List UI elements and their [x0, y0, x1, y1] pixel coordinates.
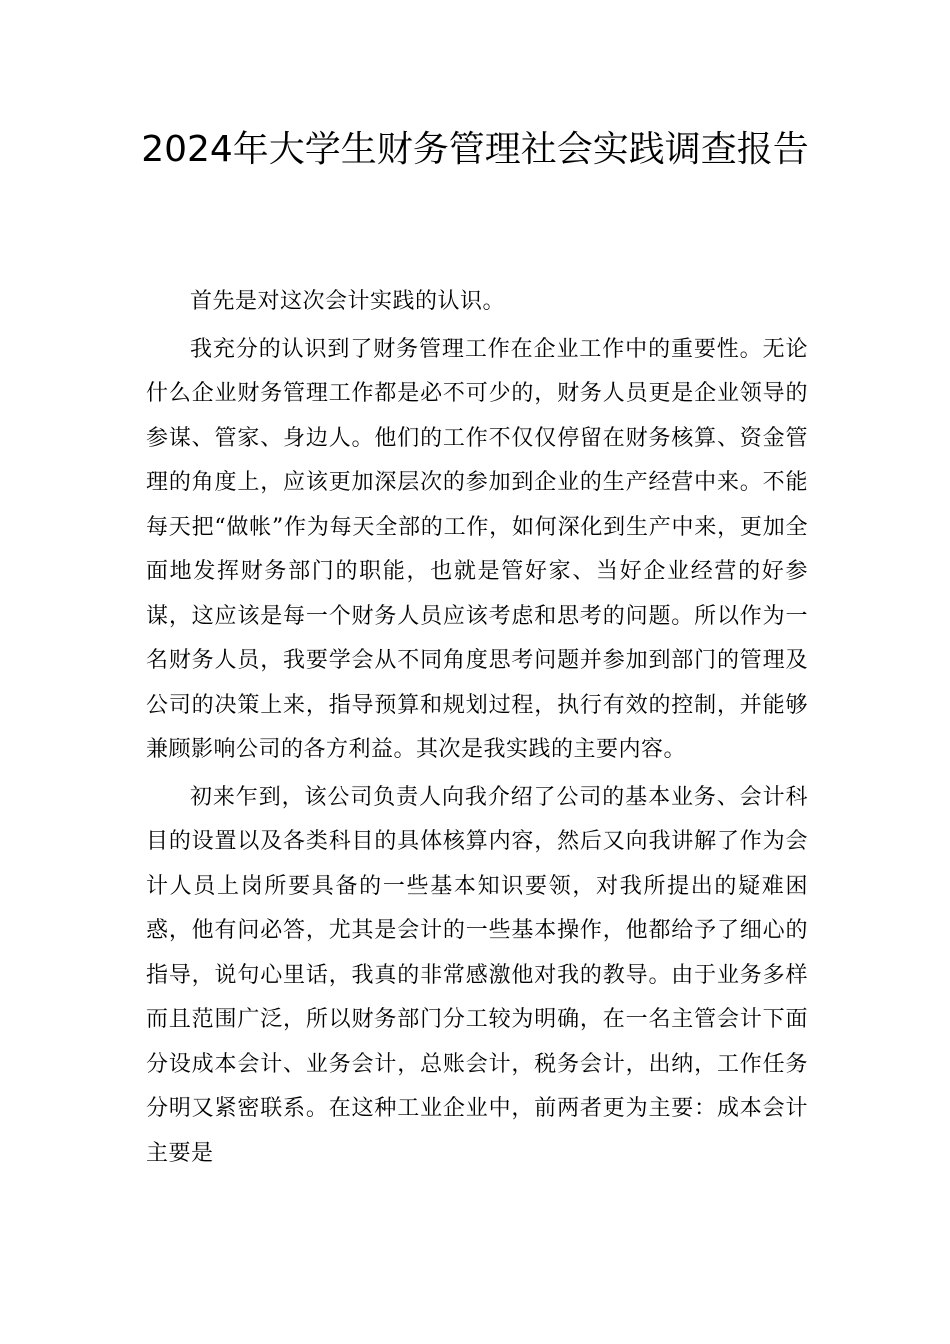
paragraph-2: 我充分的认识到了财务管理工作在企业工作中的重要性。无论什么企业财务管理工作都是必不可少的，财务人员更是企业领导的参谋、管家、身边人。他们的工作不仅仅停留在财务核算、资金管理的角度上，应该更加深层次的参加到企业的生产经营中来。不能每天把“做帐”作为每天全部的工作，如何深化到生产中来，更加全面地发挥财务部门的职能，也就是管好家、当好企业经营的好参谋，这应该是每一个财务人员应该考虑和思考的问题。所以作为一名财务人员，我要学会从不同角度思考问题并参加到部门的管理及公司的决策上来，指导预算和规划过程，执行有效的控制，并能够兼顾影响公司的各方利益。其次是我实践的主要内容。 — [146, 336, 808, 762]
document-body — [146, 280, 808, 1176]
paragraph-1: 首先是对这次会计实践的认识。 — [190, 289, 506, 314]
paragraph-3: 初来乍到，该公司负责人向我介绍了公司的基本业务、会计科目的设置以及各类科目的具体核算内容，然后又向我讲解了作为会计人员上岗所要具备的一些基本知识要领，对我所提出的疑难困惑，他有问必答，尤其是会计的一些基本操作，他都给予了细心的指导，说句心里话，我真的非常感激他对我的教导。由于业务多样而且范围广泛，所以财务部门分工较为明确，在一名主管会计下面分设成本会计、业务会计，总账会计，税务会计，出纳，工作任务分明又紧密联系。在这种工业企业中，前两者更为主要：成本会计主要是 — [146, 784, 808, 1166]
document-title: 2024年大学生财务管理社会实践调查报告 — [141, 129, 809, 170]
